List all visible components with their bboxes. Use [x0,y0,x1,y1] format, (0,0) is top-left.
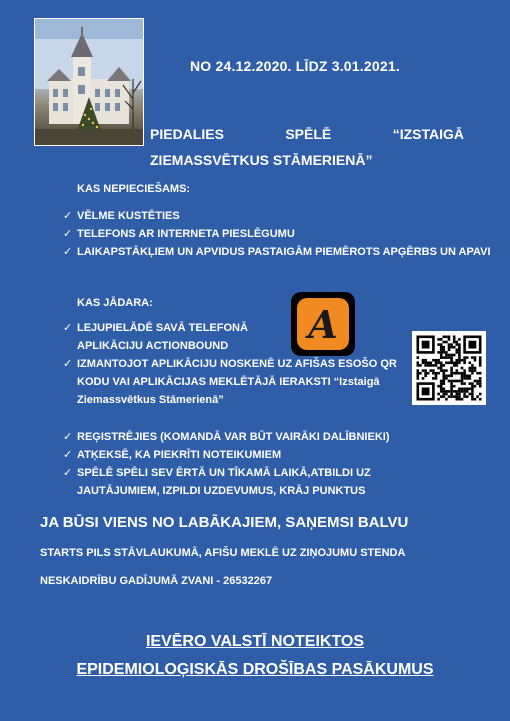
check-icon: ✓ [63,358,73,370]
title-word: SPĒLĒ [285,126,332,142]
check-icon: ✓ [63,449,73,461]
event-title [150,121,464,173]
prize-text: JA BŪSI VIENS NO LABĀKAJIEM, SAŅEMSI BALVU [40,514,409,531]
actionbound-app-icon [291,292,355,356]
check-icon: ✓ [63,467,73,479]
qr-code-graphic [412,331,486,405]
needs-heading: KAS NEPIECIEŠAMS: [77,183,191,195]
event-title-line1 [150,121,464,147]
list-item: ✓ ATĶEKSĒ, KA PIEKRĪTI NOTEIKUMIEM [63,446,505,464]
footer-notice [0,628,510,684]
todo-list-bottom [63,428,505,500]
check-icon: ✓ [63,431,73,443]
list-item: ✓ IZMANTOJOT APLIKĀCIJU NOSKENĒ UZ AFIŠAS ESOŠO QR KODU VAI APLIKĀCIJAS MEKLĒTĀJĀ IERAKSTI “Izstaigā Ziemassvētkus Stāmerienā” [63,355,407,409]
check-icon: ✓ [63,210,73,222]
list-item: ✓ LAIKAPSTĀKĻIEM UN APVIDUS PASTAIGĀM PIEMĒROTS APĢĒRBS UN APAVI [63,243,505,261]
contact-info: NESKAIDRĪBU GADĪJUMĀ ZVANI - 26532267 [40,575,273,587]
list-item: ✓ SPĒLĒ SPĒLI SEV ĒRTĀ UN TĪKAMĀ LAIKĀ,ATBILDI UZ JAUTĀJUMIEM, IZPILDI UZDEVUMUS, KRĀJ PUNKTUS [63,464,422,500]
todo-heading: KAS JĀDARA: [77,297,153,309]
title-word: “IZSTAIGĀ [392,126,464,142]
list-item: ✓ REĢISTRĒJIES (KOMANDĀ VAR BŪT VAIRĀKI DALĪBNIEKI) [63,428,505,446]
todo-list-top [63,319,423,409]
castle-photo [34,18,144,146]
title-word: PIEDALIES [150,126,224,142]
event-title-line2: ZIEMASSVĒTKUS STĀMERIENĀ” [150,152,373,168]
list-item: ✓ VĒLME KUSTĒTIES [63,207,505,225]
footer-line2: EPIDEMIOLOĢISKĀS DROŠĪBAS PASĀKUMUS [76,661,434,678]
event-date-range: NO 24.12.2020. LĪDZ 3.01.2021. [190,58,400,74]
list-item: ✓ LEJUPIELĀDĒ SAVĀ TELEFONĀ APLIKĀCIJU ACTIONBOUND [63,319,292,355]
list-item: ✓ TELEFONS AR INTERNETA PIESLĒGUMU [63,225,505,243]
footer-line1: IEVĒRO VALSTĪ NOTEIKTOS [145,633,365,650]
check-icon: ✓ [63,228,73,240]
check-icon: ✓ [63,246,73,258]
qr-code [412,331,486,405]
check-icon: ✓ [63,322,73,334]
app-icon-letter: A [297,298,349,350]
start-info: STARTS PILS STĀVLAUKUMĀ, AFIŠU MEKLĒ UZ ZIŅOJUMU STENDA [40,547,406,559]
needs-list [63,207,505,261]
